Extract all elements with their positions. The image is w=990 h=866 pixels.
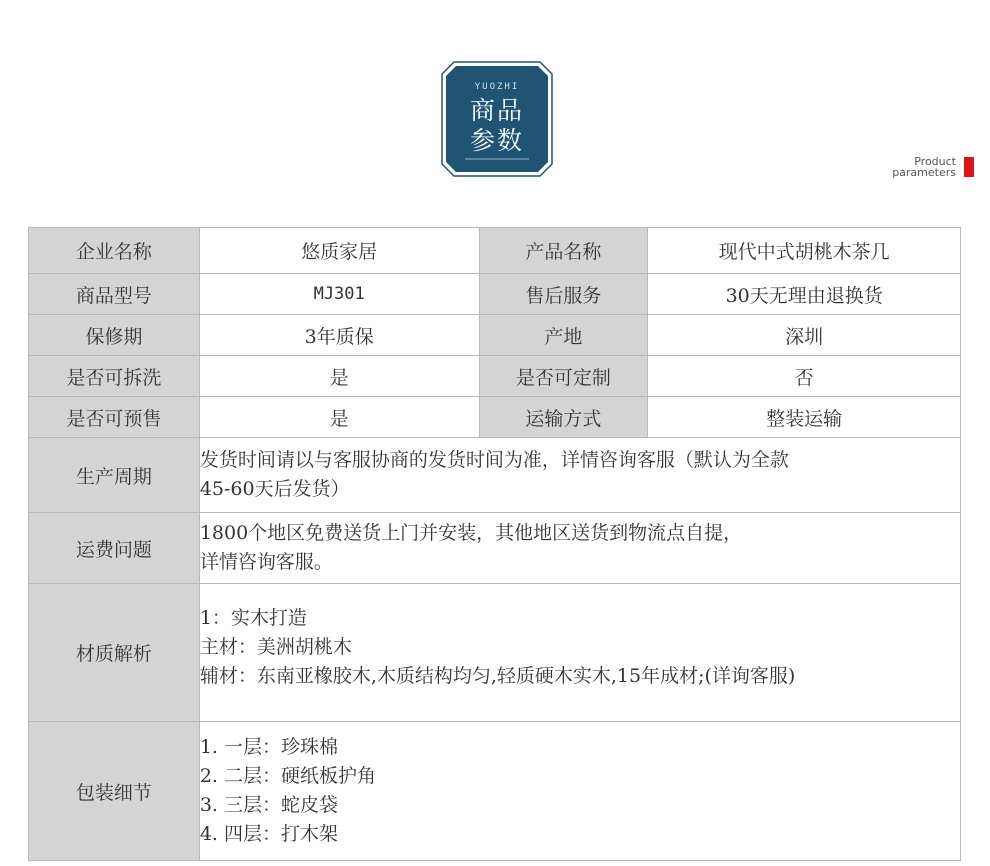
cell-label: 运输方式 bbox=[479, 397, 648, 438]
table-row-long bbox=[29, 513, 961, 584]
cell-value: 现代中式胡桃木茶几 bbox=[648, 228, 961, 274]
cell-label: 生产周期 bbox=[29, 438, 200, 513]
text-line: 1800个地区免费送货上门并安装，其他地区送货到物流点自提， bbox=[199, 522, 743, 544]
cell-label: 运费问题 bbox=[29, 513, 200, 584]
corner-label bbox=[892, 156, 956, 178]
cell-label: 保修期 bbox=[29, 315, 200, 356]
text-line: 发货时间请以与客服协商的发货时间为准，详情咨询客服（默认为全款 bbox=[199, 449, 789, 471]
corner-label-line1: Product bbox=[914, 155, 956, 168]
text-line: 1：实木打造 bbox=[199, 607, 307, 629]
cell-label: 是否可定制 bbox=[479, 356, 648, 397]
badge-brand-text: YUOZHI bbox=[474, 82, 520, 92]
corner-accent-bar bbox=[964, 157, 974, 177]
cell-label: 是否可预售 bbox=[29, 397, 200, 438]
cell-label: 产地 bbox=[479, 315, 648, 356]
table-row bbox=[29, 315, 961, 356]
cell-label: 是否可拆洗 bbox=[29, 356, 200, 397]
table-row bbox=[29, 397, 961, 438]
section-badge bbox=[441, 61, 553, 177]
cell-label: 企业名称 bbox=[29, 228, 200, 274]
text-line: 3. 三层：蛇皮袋 bbox=[199, 794, 338, 816]
cell-long-value bbox=[199, 513, 960, 584]
cell-label: 产品名称 bbox=[479, 228, 648, 274]
text-line: 1. 一层：珍珠棉 bbox=[199, 736, 338, 758]
table-row bbox=[29, 356, 961, 397]
text-line: 主材：美洲胡桃木 bbox=[199, 636, 352, 658]
badge-title-line2: 参数 bbox=[469, 126, 524, 155]
text-line: 4. 四层：打木架 bbox=[199, 823, 338, 845]
text-line: 详情咨询客服。 bbox=[199, 551, 333, 573]
cell-long-value bbox=[199, 438, 960, 513]
table-row bbox=[29, 274, 961, 315]
table-row-long bbox=[29, 438, 961, 513]
cell-value: 否 bbox=[648, 356, 961, 397]
text-line: 45-60天后发货） bbox=[199, 478, 350, 500]
table-row-long bbox=[29, 584, 961, 722]
cell-value: 3年质保 bbox=[199, 315, 479, 356]
cell-value: 深圳 bbox=[648, 315, 961, 356]
cell-value: MJ301 bbox=[199, 274, 479, 315]
cell-value: 整装运输 bbox=[648, 397, 961, 438]
cell-value: 悠质家居 bbox=[199, 228, 479, 274]
cell-value: 是 bbox=[199, 356, 479, 397]
cell-label: 包装细节 bbox=[29, 722, 200, 861]
table-row bbox=[29, 228, 961, 274]
cell-label: 商品型号 bbox=[29, 274, 200, 315]
text-line: 辅材：东南亚橡胶木,木质结构均匀,轻质硬木实木,15年成材;(详询客服) bbox=[199, 665, 796, 687]
cell-long-value bbox=[199, 722, 960, 861]
spec-table bbox=[28, 227, 961, 861]
badge-title-line1: 商品 bbox=[469, 96, 524, 125]
cell-long-value bbox=[199, 584, 960, 722]
cell-label: 材质解析 bbox=[29, 584, 200, 722]
table-row-long bbox=[29, 722, 961, 861]
cell-value: 30天无理由退换货 bbox=[648, 274, 961, 315]
cell-label: 售后服务 bbox=[479, 274, 648, 315]
corner-label-line2: parameters bbox=[892, 166, 956, 179]
cell-value: 是 bbox=[199, 397, 479, 438]
text-line: 2. 二层：硬纸板护角 bbox=[199, 765, 376, 787]
